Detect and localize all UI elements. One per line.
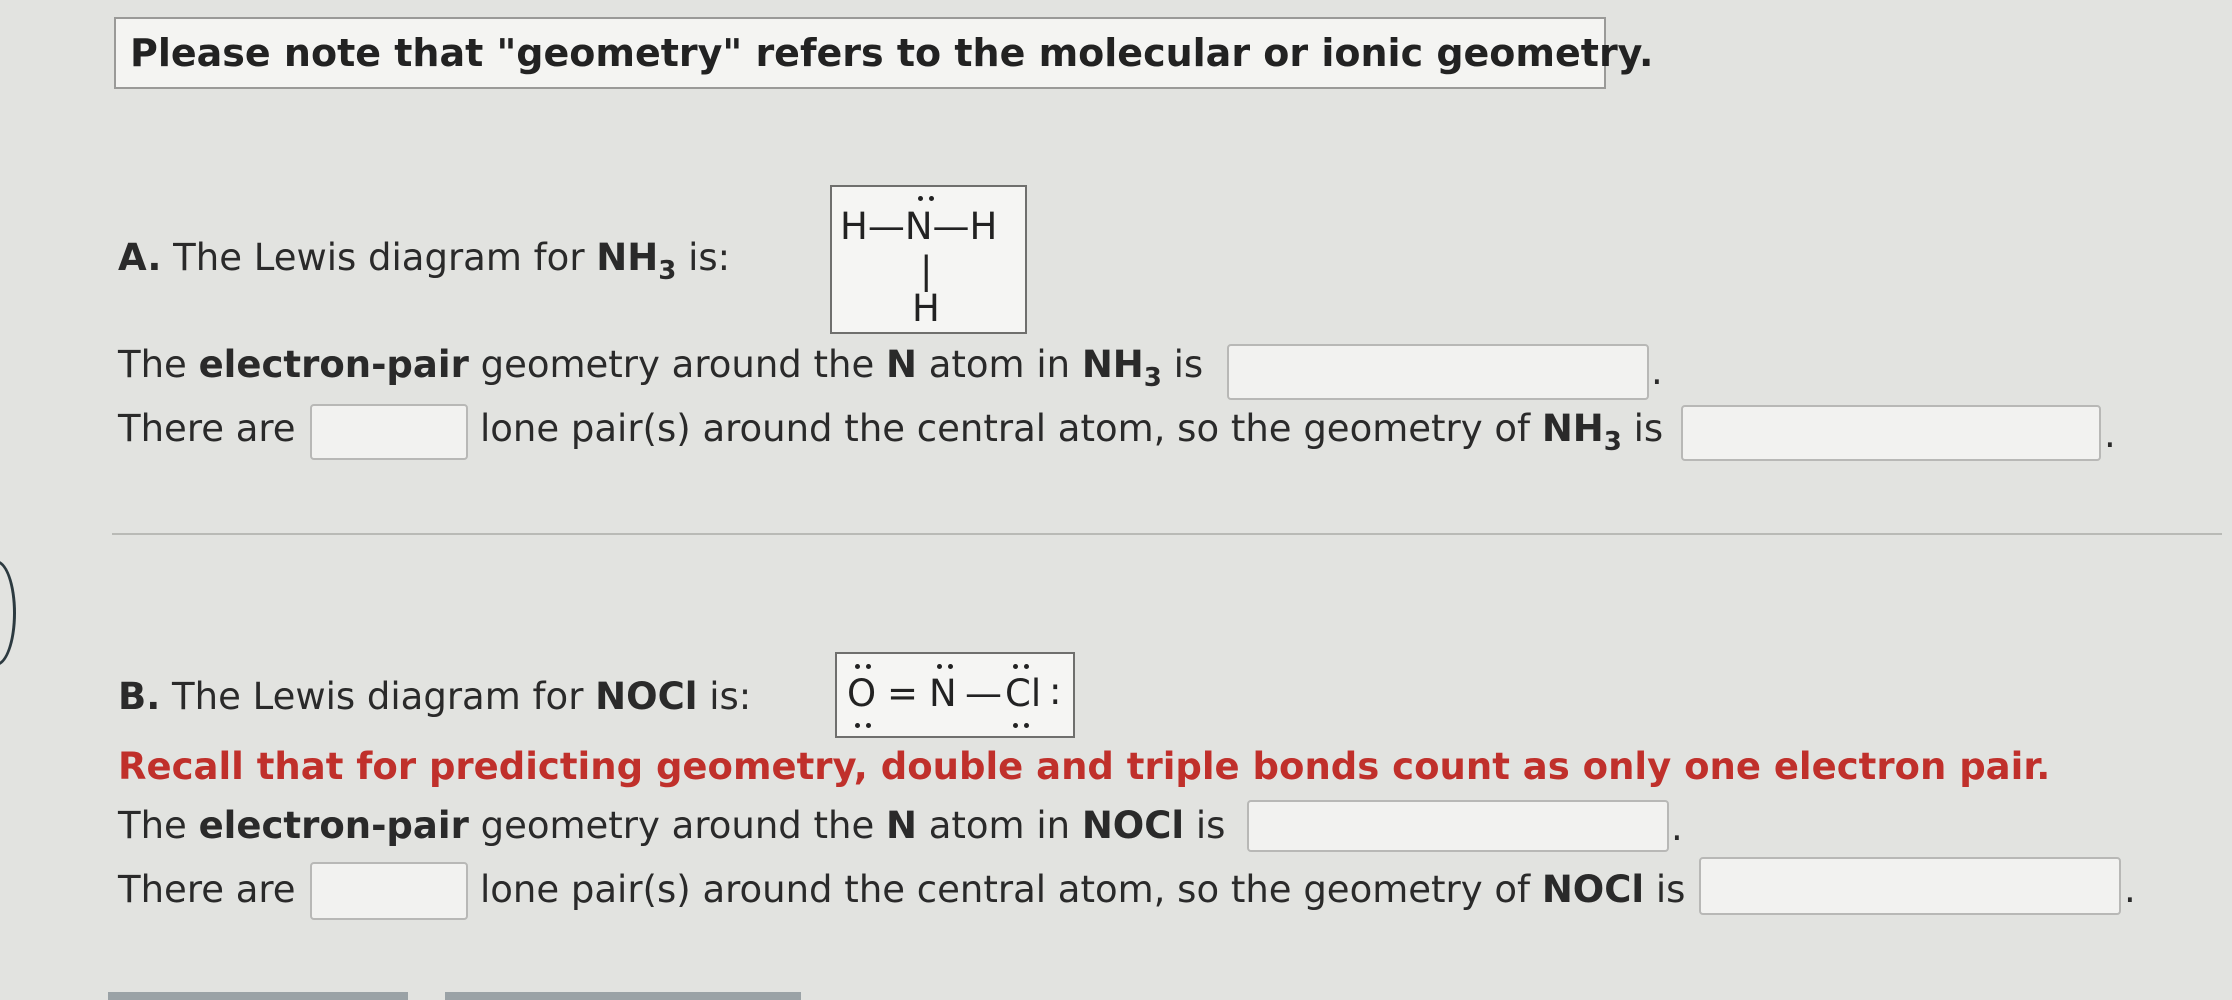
part-b-lone-pairs-input[interactable] [310, 862, 468, 920]
formula [1081, 343, 1162, 393]
part-a-molecular-geometry-input[interactable] [1681, 405, 2101, 461]
atom-n: N [886, 343, 917, 386]
lone-pair-dot [866, 723, 871, 728]
text: atom in [916, 343, 1082, 386]
part-a-label: A. [118, 236, 162, 279]
period: . [1651, 350, 1663, 393]
nh3-top-row: H—N—H [840, 205, 998, 248]
part-a-formula [596, 236, 677, 286]
recall-note: Recall that for predicting geometry, double and triple bonds count as only one electron pair. [118, 745, 2051, 788]
text: is [1621, 407, 1664, 450]
lone-pair-dot [1013, 664, 1018, 669]
section-divider [112, 533, 2222, 535]
formula: NOCl [1541, 868, 1645, 911]
formula: NOCl [1081, 804, 1185, 847]
part-b-formula: NOCl [595, 675, 698, 718]
formula-base: NH [1541, 407, 1604, 450]
part-a-lp-line [480, 407, 1664, 457]
text: geometry around the [468, 343, 886, 386]
nh3-vertical-bond: | [920, 249, 933, 292]
period: . [2124, 868, 2136, 911]
text: is [1161, 343, 1204, 386]
text: geometry around the [468, 804, 886, 847]
formula-sub: 3 [1603, 427, 1622, 457]
text-bold: electron-pair [198, 804, 469, 847]
lone-pair-dot [948, 664, 953, 669]
lone-pair-dot [1013, 723, 1018, 728]
part-b-electron-pair-geometry-input[interactable] [1247, 800, 1669, 852]
period: . [1671, 806, 1683, 849]
part-a-electron-pair-geometry-input[interactable] [1227, 344, 1649, 400]
part-a-intro-text: The Lewis diagram for [173, 236, 597, 279]
nh3-bottom-h: H [912, 287, 940, 330]
text: lone pair(s) around the central atom, so the geometry of [480, 868, 1542, 911]
single-bond: — [965, 672, 1002, 715]
formula-sub: 3 [1143, 363, 1162, 393]
intro-post: is: [676, 236, 731, 279]
text: is: [697, 675, 752, 718]
text: atom in [916, 804, 1082, 847]
part-b-lp-pre: There are [118, 868, 296, 911]
lone-pair-dot [855, 723, 860, 728]
part-a-lp-pre: There are [118, 407, 296, 450]
bottom-button-edge[interactable] [108, 992, 408, 1000]
nh3-lewis-diagram [830, 185, 1027, 334]
lone-pair-dot [937, 664, 942, 669]
part-b-label: B. [118, 675, 161, 718]
edge-bracket [0, 560, 16, 666]
formula-base: NH [1081, 343, 1144, 386]
lone-pair-dot [1024, 723, 1029, 728]
lone-pair-dot [866, 664, 871, 669]
lone-pair-dot [1024, 664, 1029, 669]
atom-n: N [886, 804, 917, 847]
lone-pair-dot [918, 196, 923, 201]
part-b-lp-line [480, 868, 1685, 911]
formula-sub: 3 [658, 256, 677, 286]
lone-pair-dot [855, 664, 860, 669]
part-a-lone-pairs-input[interactable] [310, 404, 468, 460]
atom-n: N [929, 672, 957, 715]
text: The [118, 343, 199, 386]
atom-o: O [847, 672, 877, 715]
formula-base: NH [596, 236, 659, 279]
text: The Lewis diagram for [172, 675, 596, 718]
bottom-button-edge[interactable] [445, 992, 801, 1000]
part-b-intro [118, 675, 751, 718]
text: is [1644, 868, 1686, 911]
period: . [2104, 413, 2116, 456]
lone-pair-dot [929, 196, 934, 201]
part-a-ep-line [118, 343, 1204, 393]
geometry-note: Please note that "geometry" refers to the molecular or ionic geometry. [114, 17, 1606, 89]
text: is [1184, 804, 1226, 847]
text-bold: electron-pair [198, 343, 469, 386]
cl-colon: : [1049, 670, 1062, 713]
nocl-lewis-diagram [835, 652, 1075, 738]
part-a-intro [118, 236, 731, 286]
text: lone pair(s) around the central atom, so the geometry of [480, 407, 1542, 450]
atom-cl: Cl [1005, 672, 1042, 715]
part-b-ep-line [118, 804, 1225, 847]
text: The [118, 804, 199, 847]
part-b-molecular-geometry-input[interactable] [1699, 857, 2121, 915]
formula [1541, 407, 1622, 457]
double-bond: = [887, 672, 919, 715]
